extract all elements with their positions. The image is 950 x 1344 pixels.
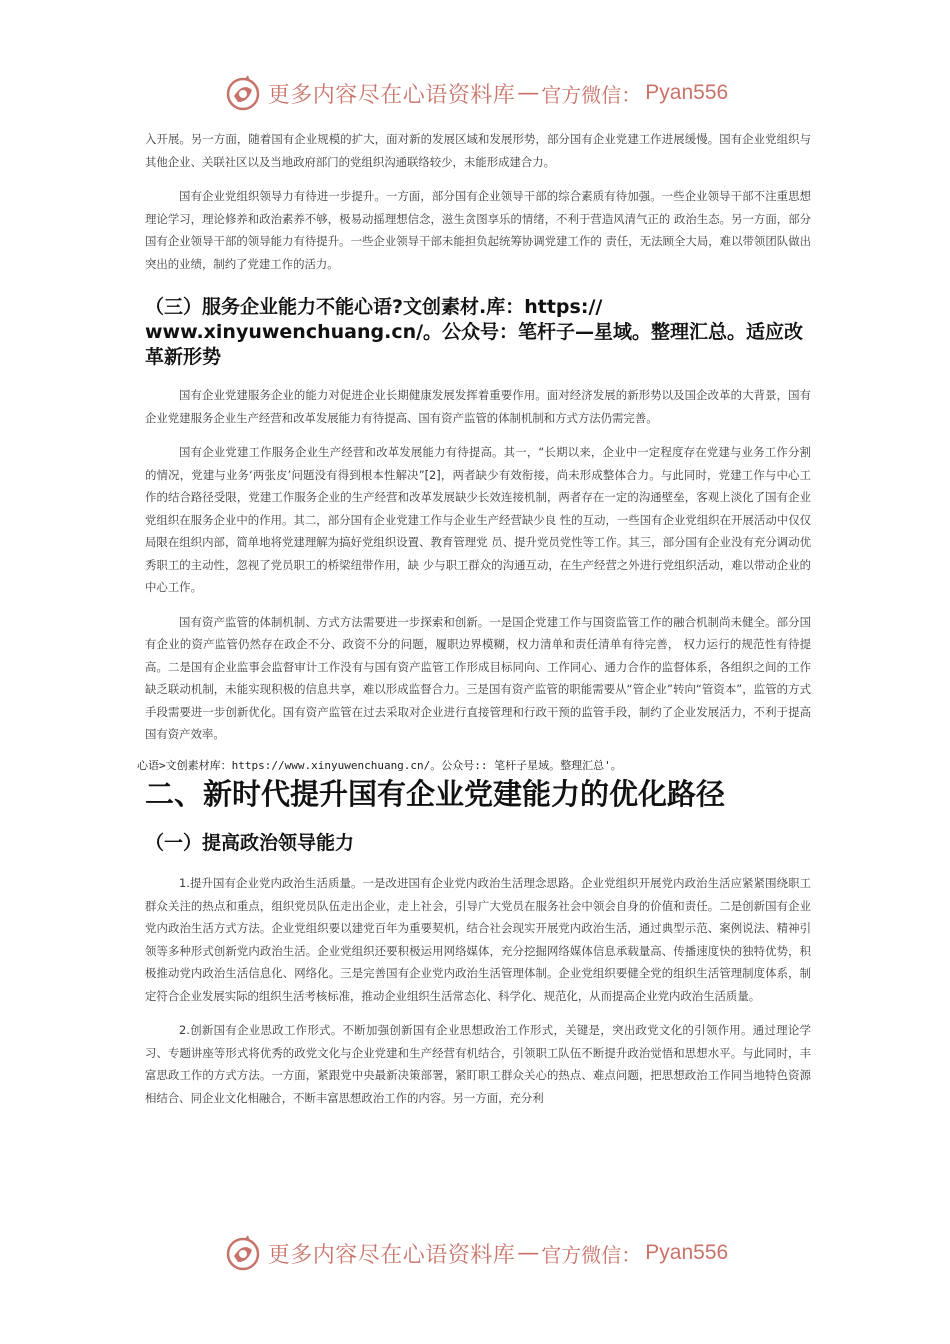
section-two — [145, 775, 811, 1109]
banner-wechat-label: 官方微信： — [541, 1242, 642, 1267]
paragraph: 国有企业党建工作服务企业生产经营和改革发展能力有待提高。其一，“长期以来，企业中一定程度存在党建与业务工作分割的情况，党建与业务‘两张皮’问题没有得到根本性解决”[2]，两者缺少有效衔接，尚未形成整体合力。与此同时，党建工作与中心工作的结合路径受限，党建工作服务企业的生产经营和改革发展缺少长效连接机制，两者存在一定的沟通壁垒，客观上淡化了国有企业党组织在服务企业中的作用。其二，部分国有企业党建工作与企业生产经营缺少良 性的互动，一些国有企业党组织在开展活动中仅仅局限在组织内部，简单地将党建理解为搞好党组织设置、教育管理党 员、提升党员党性等工作。其三，部分国有企业没有充分调动优秀职工的主动性，忽视了党员职工的桥梁纽带作用，缺 少与职工群众的沟通互动，在生产经营之外进行党组织活动，难以带动企业的中心工作。 — [145, 445, 811, 594]
banner-wechat-label: 官方微信： — [541, 82, 642, 107]
paragraph: 2.创新国有企业思政工作形式。不断加强创新国有企业思想政治工作形式，关键是，突出政党文化的引领作用。通过理论学习、专题讲座等形式将优秀的政党文化与企业党建和生产经营有机结合，引领职工队伍不断提升政治觉悟和思想水平。与此同时，丰富思政工作的方式方法。一方面，紧跟党中央最新决策部署，紧盯职工群众关心的热点、难点问题，把思想政治工作同当地特色资源相结合、同企业文化相融合，不断丰富思想政治工作的内容。另一方面，充分利 — [145, 1023, 811, 1105]
banner-wechat-id: Pyan556 — [645, 81, 729, 104]
banner-wechat-id: Pyan556 — [645, 1241, 729, 1264]
subheading: （三）服务企业能力不能心语?文创素材.库：https:// www.xinyuwenchuang.cn/。公众号：笔杆子—星域。整理汇总。适应改革新形势 — [145, 296, 804, 368]
paragraph: 国有企业党组织领导力有待进一步提升。一方面，部分国有企业领导干部的综合素质有待加强。一些企业领导干部不注重思想理论学习，理论修养和政治素养不够，极易动摇理想信念，滋生贪图享乐的情绪，不利于营造风清气正的 政治生态。另一方面，部分国有企业领导干部的领导能力有待提升。一些企业领导干部未能担负起统筹协调党建工作的 责任，无法顾全大局，难以带领团队做出突出的业绩，制约了党建工作的活力。 — [145, 189, 811, 271]
footer-banner — [0, 1228, 950, 1278]
document-body — [145, 128, 811, 746]
section-heading: 二、新时代提升国有企业党建能力的优化路径 — [145, 777, 726, 811]
watermark-line: 心语>文创素材库：https://www.xinyuwenchuang.cn/。公众号:: 笔杆子星域。整理汇总'。 — [137, 759, 622, 772]
paragraph: 入开展。另一方面，随着国有企业规模的扩大，面对新的发展区域和发展形势，部分国有企业党建工作进展缓慢。国有企业党组织与其他企业、关联社区以及当地政府部门的党组织沟通联络较少，未能形成建合力。 — [145, 132, 811, 169]
paragraph: 1.提升国有企业党内政治生活质量。一是改进国有企业党内政治生活理念思路。企业党组织开展党内政治生活应紧紧围绕职工群众关注的热点和重点，组织党员队伍走出企业，走上社会，引导广大党员在服务社会中领会自身的价值和责任。二是创新国有企业党内政治生活方式方法。企业党组织要以建党百年为重要契机，结合社会现实开展党内政治生活，通过典型示范、案例说法、精神引领等多种形式创新党内政治生活。企业党组织还要积极运用网络媒体，充分挖掘网络媒体信息承载量高、传播速度快的独特优势，积极推动党内政治生活信息化、网络化。三是完善国有企业党内政治生活管理体制。企业党组织要健全党的组织生活管理制度体系，制定符合企业发展实际的组织生活考核标准，推动企业组织生活常态化、科学化、规范化，从而提高企业党内政治生活质量。 — [145, 876, 811, 1003]
logo-icon — [222, 1232, 264, 1274]
paragraph: 国有企业党建服务企业的能力对促进企业长期健康发展发挥着重要作用。面对经济发展的新形势以及国企改革的大背景，国有企业党建服务企业生产经营和改革发展能力有待提高、国有资产监管的体制机制和方式方法仍需完善。 — [145, 388, 811, 425]
subheading: （一）提高政治领导能力 — [145, 832, 355, 854]
logo-icon — [222, 72, 264, 114]
header-banner — [0, 68, 950, 118]
banner-title: 更多内容尽在心语资料库 — [267, 1242, 516, 1268]
banner-title: 更多内容尽在心语资料库 — [267, 82, 516, 108]
banner-separator: — — [517, 1240, 540, 1266]
banner-separator: — — [517, 80, 540, 106]
paragraph: 国有资产监管的体制机制、方式方法需要进一步探索和创新。一是国企党建工作与国资监管工作的融合机制尚未健全。部分国有企业的资产监管仍然存在政企不分、政资不分的问题，履职边界模糊，权力清单和责任清单有待完善， 权力运行的规范性有待提高。二是国有企业监事会监督审计工作没有与国有资产监管工作形成目标同向、工作同心、通力合作的监督体系，各组织之间的工作缺乏联动机制，未能实现积极的信息共享，难以形成监督合力。三是国有资产监管的职能需要从“管企业”转向“管资本”，监管的方式手段需要进一步创新优化。国有资产监管在过去采取对企业进行直接管理和行政干预的监管手段，制约了企业发展活力，不利于提高国有资产效率。 — [145, 614, 811, 741]
